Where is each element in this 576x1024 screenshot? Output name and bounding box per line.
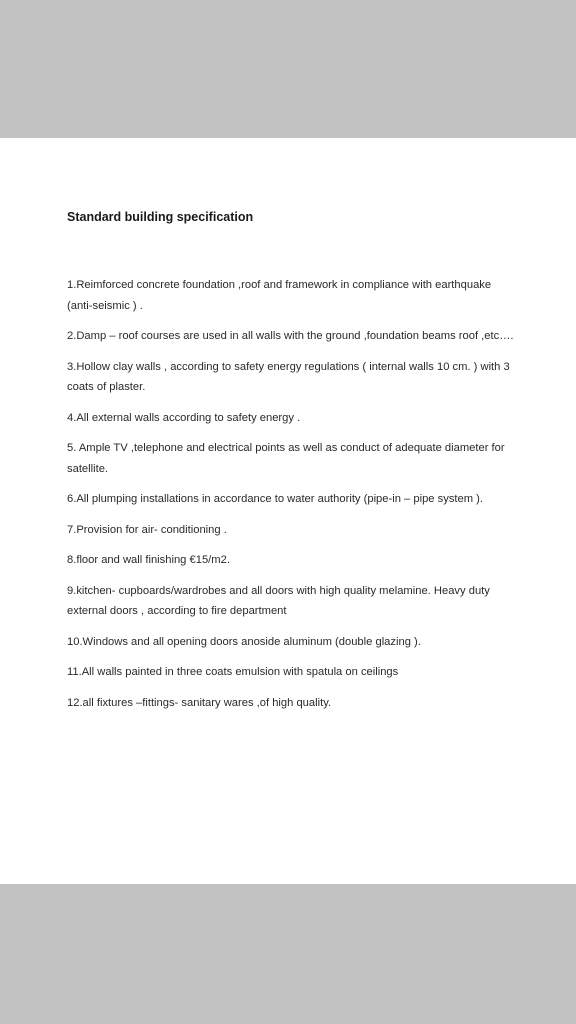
spec-item-1: 1.Reimforced concrete foundation ,roof and framework in compliance with earthquake (anti-seismic ) . <box>67 279 492 312</box>
spec-item-8: 8.floor and wall finishing €15/m2. <box>67 554 230 566</box>
top-gray-band <box>0 0 576 138</box>
spec-item-7: 7.Provision for air- conditioning . <box>67 523 227 536</box>
spec-item-12: 12.all fixtures –fittings- sanitary wares ,of high quality. <box>67 696 332 709</box>
spec-item-9: 9.kitchen- cupboards/wardrobes and all doors with high quality melamine. Heavy duty external doors , according to fire department <box>67 584 490 617</box>
spec-item-11: 11.All walls painted in three coats emulsion with spatula on ceilings <box>67 666 399 678</box>
spec-item-4: 4.All external walls according to safety energy . <box>67 411 301 424</box>
spec-item-6: 6.All plumping installations in accordance to water authority (pipe-in – pipe system ). <box>67 493 484 505</box>
specification-list <box>67 275 517 723</box>
spec-item-3: 3.Hollow clay walls , according to safety energy regulations ( internal walls 10 cm. ) with 3 coats of plaster. <box>67 360 510 393</box>
document-title: Standard building specification <box>67 210 254 224</box>
bottom-gray-band <box>0 884 576 1024</box>
spec-item-10: 10.Windows and all opening doors anoside aluminum (double glazing ). <box>67 635 421 648</box>
spec-item-5: 5. Ample TV ,telephone and electrical points as well as conduct of adequate diameter for satellite. <box>67 442 505 475</box>
spec-item-2: 2.Damp – roof courses are used in all walls with the ground ,foundation beams roof ,etc…. <box>67 330 514 342</box>
document-page[interactable] <box>0 138 576 884</box>
